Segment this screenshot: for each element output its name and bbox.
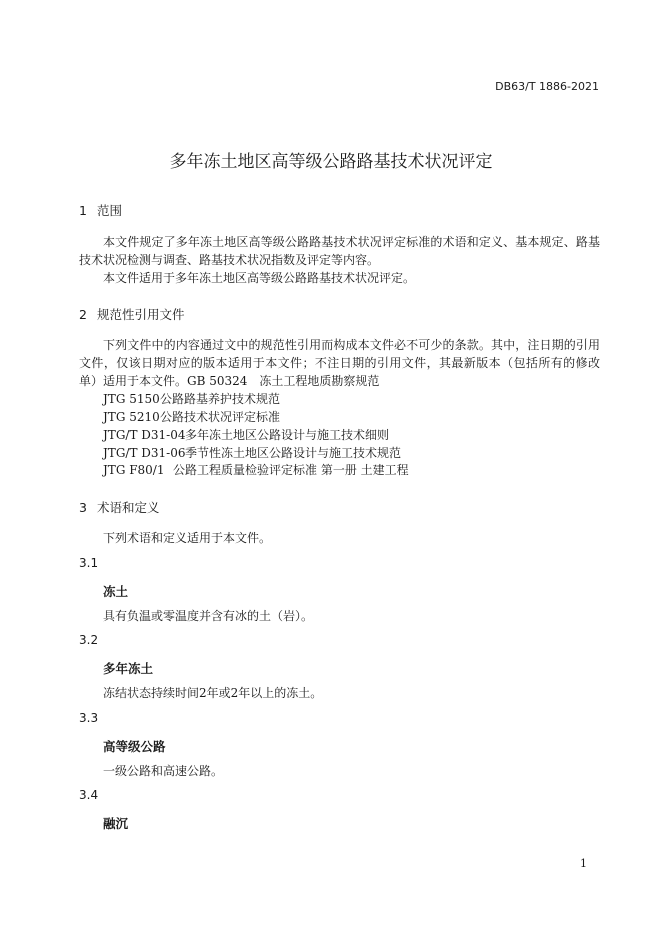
reference-item — [103, 426, 389, 443]
reference-title: 公路工程质量检验评定标准 第一册 土建工程 — [173, 463, 409, 477]
term-number: 3.3 — [79, 711, 99, 725]
reference-code: JTG 5210 — [103, 410, 160, 424]
reference-code: JTG/T D31-06 — [103, 446, 186, 460]
reference-title: 公路路基养护技术规范 — [160, 392, 281, 406]
normative-references-paragraph: 下列文件中的内容通过文中的规范性引用而构成本文件必不可少的条款。其中，注日期的引用文件，仅该日期对应的版本适用于本文件；不注日期的引用文件，其最新版本（包括所有的修改单）适用于本文件。GB 50324 冻土工程地质勘察规范 — [79, 338, 600, 388]
reference-item — [103, 461, 409, 478]
term-definition: 具有负温或零温度并含有冰的土（岩）。 — [103, 609, 314, 623]
reference-code: JTG F80/1 — [103, 463, 165, 477]
term-number: 3.4 — [79, 788, 99, 802]
section-3-heading — [79, 498, 160, 516]
reference-code: JTG 5150 — [103, 392, 160, 406]
page-number: 1 — [580, 857, 587, 870]
section-title: 规范性引用文件 — [97, 307, 185, 322]
reference-code: JTG/T D31-04 — [103, 428, 186, 442]
term-name: 融沉 — [103, 816, 129, 831]
scope-paragraph-2: 本文件适用于多年冻土地区高等级公路路基技术状况评定。 — [103, 271, 416, 285]
scope-paragraph-1: 本文件规定了多年冻土地区高等级公路路基技术状况评定标准的术语和定义、基本规定、路基技术状况检测与调查、路基技术状况指数及评定等内容。 — [79, 235, 600, 267]
section-number: 3 — [79, 500, 87, 515]
section-number: 2 — [79, 307, 87, 322]
term-definition: 一级公路和高速公路。 — [103, 764, 224, 778]
term-name: 多年冻土 — [103, 661, 154, 676]
document-code: DB63/T 1886-2021 — [495, 80, 599, 93]
page-title: 多年冻土地区高等级公路路基技术状况评定 — [169, 152, 493, 172]
reference-item — [103, 390, 280, 407]
reference-title: 季节性冻土地区公路设计与施工技术规范 — [185, 446, 402, 460]
term-name: 高等级公路 — [103, 739, 166, 754]
section-1-heading — [79, 201, 122, 219]
reference-title: 公路技术状况评定标准 — [160, 410, 281, 424]
reference-item — [103, 408, 280, 425]
section-title: 范围 — [97, 203, 123, 218]
term-definition: 冻结状态持续时间2年或2年以上的冻土。 — [103, 686, 323, 700]
reference-title: 多年冻土地区公路设计与施工技术细则 — [185, 428, 390, 442]
term-number: 3.1 — [79, 556, 99, 570]
section-2-heading — [79, 305, 185, 323]
section-number: 1 — [79, 203, 87, 218]
term-number: 3.2 — [79, 633, 99, 647]
section-title: 术语和定义 — [97, 500, 160, 515]
terms-intro: 下列术语和定义适用于本文件。 — [103, 531, 272, 545]
reference-item — [103, 444, 401, 461]
term-name: 冻土 — [103, 584, 129, 599]
